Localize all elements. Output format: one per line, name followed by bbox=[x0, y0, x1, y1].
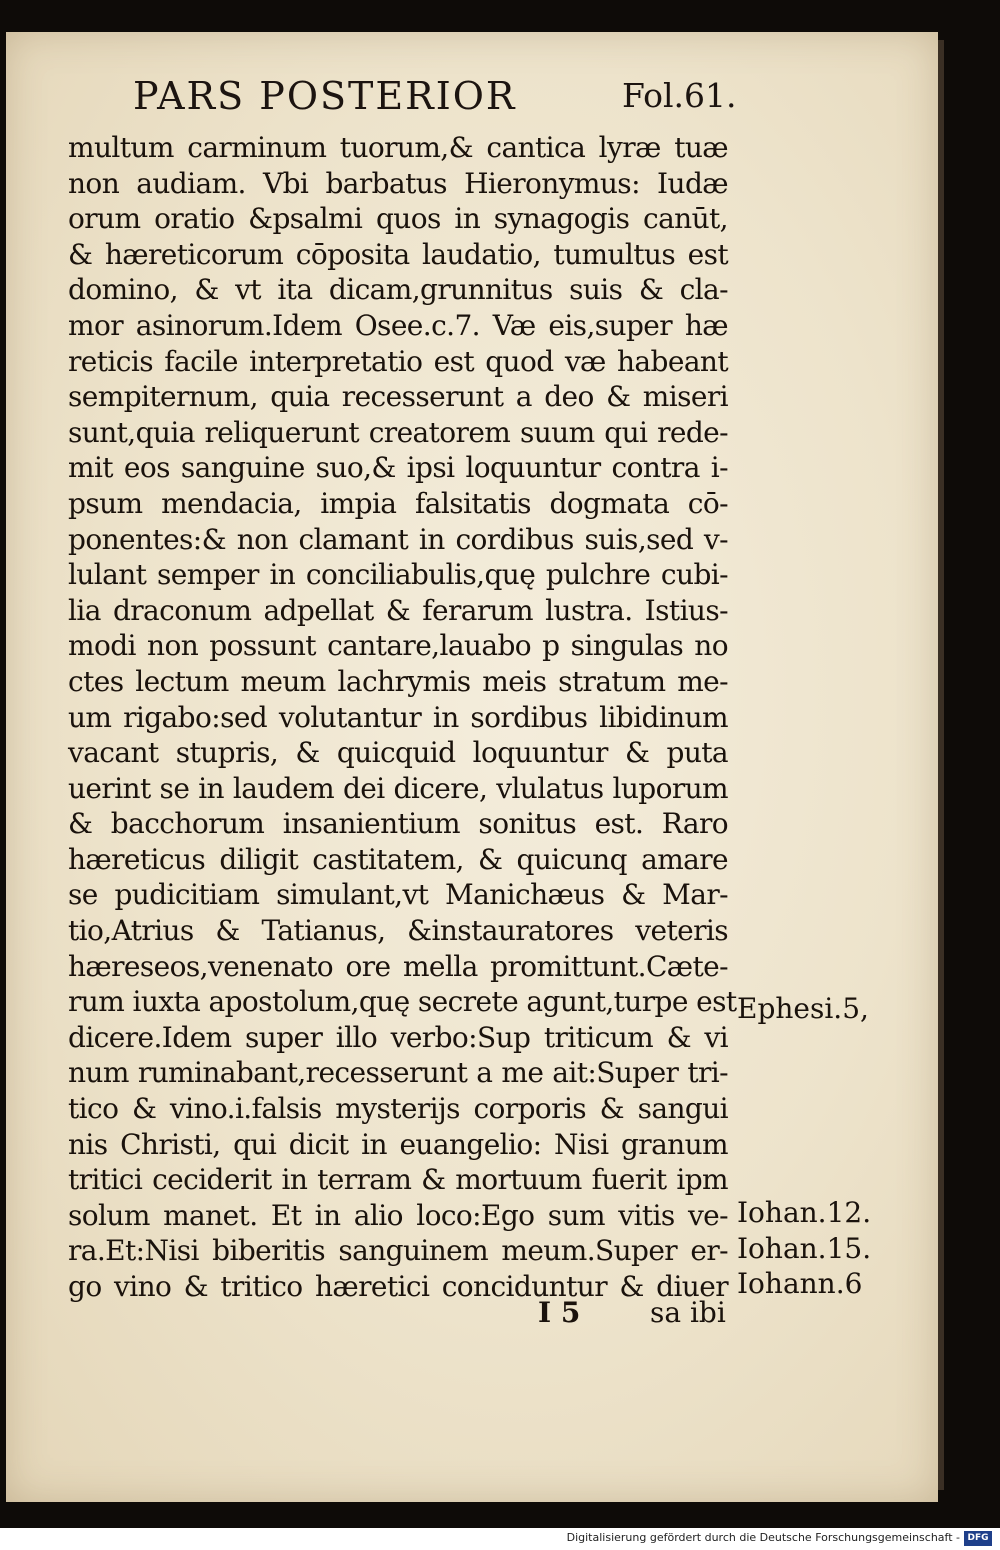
text-line: tritici ceciderit in terram & mortuum fuerit ipm bbox=[68, 1163, 728, 1197]
text-line: go vino & tritico hæretici conciduntur & diuer bbox=[68, 1270, 728, 1303]
text-line: domino, & vt ita dicam,grunnitus suis & cla- bbox=[68, 273, 728, 307]
page-edge bbox=[938, 40, 944, 1490]
catchword: sa ibi bbox=[650, 1296, 726, 1329]
text-line: se pudicitiam simulant,vt Manichæus & Mar- bbox=[68, 878, 728, 912]
signature-mark: I 5 bbox=[538, 1296, 581, 1329]
text-line: non audiam. Vbi barbatus Hieronymus: Iudæ bbox=[68, 166, 728, 200]
credit-bar bbox=[0, 1528, 1000, 1550]
text-line: orum oratio &psalmi quos in synagogis canūt, bbox=[68, 202, 728, 236]
text-line: & hæreticorum cōposita laudatio, tumultus est bbox=[68, 237, 728, 271]
text-line: multum carminum tuorum,& cantica lyræ tuæ bbox=[68, 131, 728, 164]
main-text bbox=[68, 130, 737, 1305]
text-line: solum manet. Et in alio loco:Ego sum vitis ve- bbox=[68, 1198, 728, 1232]
text-line: dicere.Idem super illo verbo:Sup triticum & vi bbox=[68, 1020, 728, 1054]
text-line: nis Christi, qui dicit in euangelio: Nisi granum bbox=[68, 1127, 728, 1161]
text-line: lia draconum adpellat & ferarum lustra. Istius- bbox=[68, 593, 728, 627]
text-line: tio,Atrius & Tatianus, &instauratores veteris bbox=[68, 914, 728, 948]
marginal-note-iohann-6: Iohann.6 bbox=[737, 1267, 863, 1300]
text-line: num ruminabant,recesserunt a me ait:Super tri- bbox=[68, 1056, 728, 1090]
dfg-logo-icon: DFG bbox=[964, 1531, 992, 1546]
text-line: modi non possunt cantare,lauabo p singulas no bbox=[68, 629, 728, 663]
text-line: hæreseos,venenato ore mella promittunt.Cæte- bbox=[68, 949, 728, 983]
text-line: & bacchorum insanientium sonitus est. Raro bbox=[68, 807, 728, 841]
marginal-note-iohan-15: Iohan.15. bbox=[737, 1232, 872, 1265]
text-line: mit eos sanguine suo,& ipsi loquuntur contra i- bbox=[68, 451, 728, 485]
text-line: mor asinorum.Idem Osee.c.7. Væ eis,super hæ bbox=[68, 308, 728, 342]
text-line: psum mendacia, impia falsitatis dogmata cō- bbox=[68, 486, 728, 520]
text-line: reticis facile interpretatio est quod væ habeant bbox=[68, 344, 728, 378]
text-line: sunt,quia reliquerunt creatorem suum qui rede- bbox=[68, 415, 728, 449]
text-line: vacant stupris, & quicquid loquuntur & puta bbox=[68, 736, 728, 770]
folio-number: Fol.61. bbox=[622, 76, 737, 115]
text-line: ra.Et:Nisi biberitis sanguinem meum.Super er- bbox=[68, 1234, 728, 1268]
credit-text: Digitalisierung gefördert durch die Deutsche Forschungsgemeinschaft - bbox=[566, 1531, 960, 1544]
page-header bbox=[0, 72, 1000, 122]
text-line: ctes lectum meum lachrymis meis stratum me- bbox=[68, 664, 728, 698]
text-line: ponentes:& non clamant in cordibus suis,sed v- bbox=[68, 522, 728, 556]
marginal-note-ephesi: Ephesi.5, bbox=[737, 992, 869, 1025]
marginal-note-iohan-12: Iohan.12. bbox=[737, 1196, 872, 1229]
text-line: hæreticus diligit castitatem, & quicunq amare bbox=[68, 842, 728, 876]
text-line: sempiternum, quia recesserunt a deo & miseri bbox=[68, 380, 728, 414]
text-line: uerint se in laudem dei dicere, vlulatus luporum bbox=[68, 771, 728, 805]
text-line: lulant semper in conciliabulis,quę pulchre cubi- bbox=[68, 558, 728, 592]
running-title: PARS POSTERIOR bbox=[133, 74, 517, 118]
text-line: rum iuxta apostolum,quę secrete agunt,turpe est bbox=[68, 985, 737, 1019]
text-line: um rigabo:sed volutantur in sordibus libidinum bbox=[68, 700, 728, 734]
text-line: tico & vino.i.falsis mysterijs corporis & sangui bbox=[68, 1092, 728, 1126]
